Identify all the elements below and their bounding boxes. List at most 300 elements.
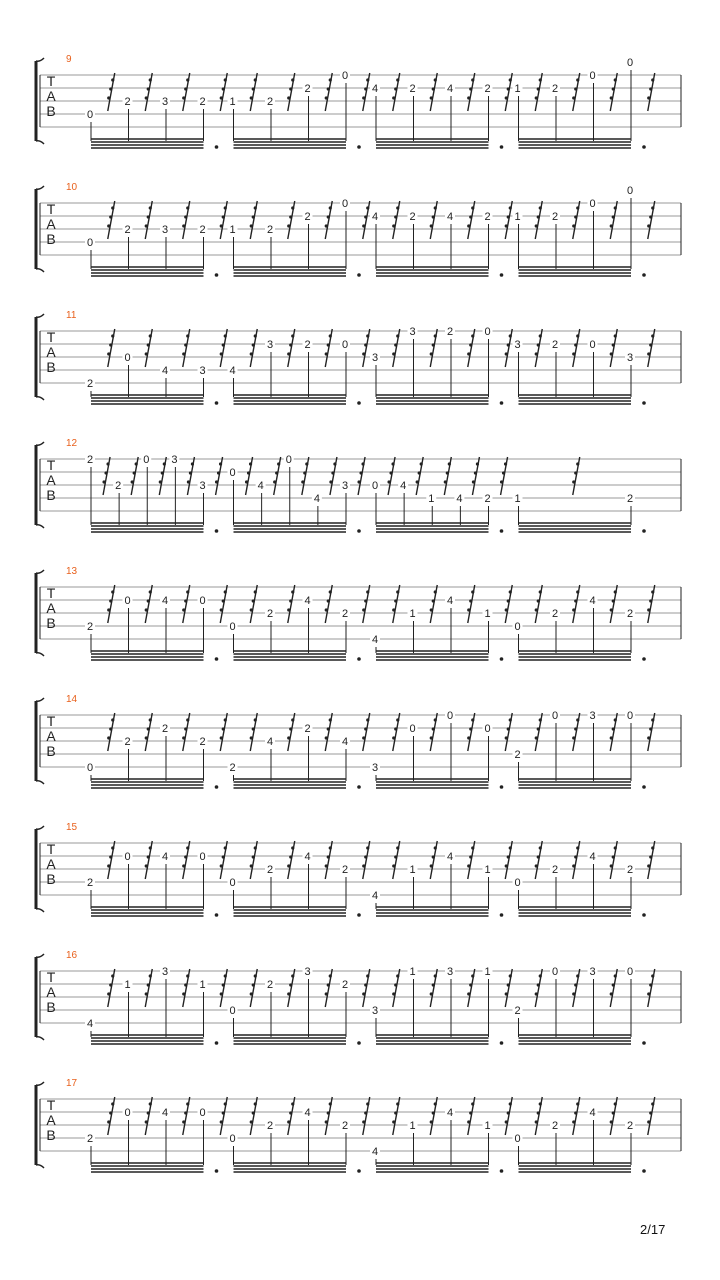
rest-dot <box>572 224 575 227</box>
rest-glyph <box>325 329 332 367</box>
fret-number: 3 <box>371 1005 379 1017</box>
rest-dot <box>612 727 615 730</box>
fret-number: 1 <box>409 1120 416 1132</box>
rest-dot <box>249 462 252 465</box>
rest-dot <box>539 206 542 209</box>
rest-glyph <box>648 713 655 751</box>
rest-glyph <box>573 841 580 879</box>
rest-dot <box>252 727 255 730</box>
rest-dot <box>614 590 617 593</box>
rest-glyph <box>325 73 332 111</box>
rest-glyph <box>468 969 475 1007</box>
fret-number: 0 <box>124 595 131 607</box>
rest-dot <box>273 480 276 483</box>
tab-clef-letter: B <box>46 231 56 247</box>
fret-number: 4 <box>371 634 379 646</box>
rest-dot <box>364 1111 367 1114</box>
rest-dot <box>539 78 542 81</box>
rest-dot <box>287 352 290 355</box>
rest-dot <box>107 1120 110 1123</box>
rest-dot <box>182 736 185 739</box>
rest-glyph <box>648 585 655 623</box>
rest-dot <box>467 96 470 99</box>
fret-number: 2 <box>266 96 274 108</box>
fret-number: 3 <box>161 96 169 108</box>
rest-dot <box>574 1111 577 1114</box>
rest-dot <box>366 590 369 593</box>
rest-dot <box>325 608 328 611</box>
rest-dot <box>184 983 187 986</box>
rest-dot <box>500 480 503 483</box>
fret-number: 4 <box>400 480 407 492</box>
rest-dot <box>507 215 510 218</box>
rest-dot <box>102 480 105 483</box>
rest-dot <box>537 87 540 90</box>
rest-dot <box>362 736 365 739</box>
rest-dot <box>147 87 150 90</box>
rest-dot <box>184 87 187 90</box>
rest-dot <box>289 599 292 602</box>
rest-dot <box>610 608 613 611</box>
tab-clef-letter: A <box>46 88 56 104</box>
rest-dot <box>471 974 474 977</box>
rest-glyph <box>183 201 190 239</box>
rest-dot <box>647 736 650 739</box>
rest-dot <box>469 983 472 986</box>
rest-dot <box>287 992 290 995</box>
rest-dot <box>186 718 189 721</box>
rest-glyph <box>363 585 370 623</box>
rest-dot <box>467 224 470 227</box>
duration-dot <box>357 785 361 789</box>
tab-clef-letter: B <box>46 1127 56 1143</box>
fret-number: 0 <box>446 710 454 722</box>
duration-dot <box>357 1169 361 1173</box>
rest-glyph <box>535 841 542 879</box>
rest-dot <box>572 608 575 611</box>
rest-dot <box>222 599 225 602</box>
rest-glyph <box>145 73 152 111</box>
duration-dot <box>642 145 646 149</box>
duration-dot <box>357 657 361 661</box>
rest-dot <box>396 1102 399 1105</box>
rest-dot <box>389 471 392 474</box>
fret-number: 2 <box>86 1133 94 1145</box>
rest-dot <box>535 608 538 611</box>
rest-glyph <box>505 1097 512 1135</box>
rest-dot <box>147 1111 150 1114</box>
rest-dot <box>220 608 223 611</box>
rest-dot <box>392 992 395 995</box>
rest-dot <box>247 471 250 474</box>
duration-dot <box>500 529 504 533</box>
fret-number: 2 <box>446 326 454 338</box>
rest-glyph <box>108 329 115 367</box>
rest-dot <box>574 87 577 90</box>
rest-dot <box>182 864 185 867</box>
rest-glyph <box>472 457 479 495</box>
fret-number: 0 <box>589 70 596 82</box>
rest-dot <box>535 736 538 739</box>
rest-glyph <box>220 969 227 1007</box>
fret-number: 3 <box>199 365 206 377</box>
rest-dot <box>186 590 189 593</box>
fret-number: 0 <box>341 70 349 82</box>
rest-dot <box>610 992 613 995</box>
rest-dot <box>224 1102 227 1105</box>
rest-dot <box>220 992 223 995</box>
rest-glyph <box>220 1097 227 1135</box>
rest-dot <box>396 974 399 977</box>
rest-glyph <box>573 329 580 367</box>
fret-number: 2 <box>161 723 169 735</box>
rest-dot <box>109 1111 112 1114</box>
fret-number: 4 <box>161 1107 169 1119</box>
rest-dot <box>219 462 222 465</box>
rest-glyph <box>505 585 512 623</box>
rest-dot <box>434 334 437 337</box>
rest-dot <box>224 974 227 977</box>
fret-number: 0 <box>371 480 379 492</box>
rest-glyph <box>250 713 257 751</box>
rest-glyph <box>468 329 475 367</box>
rest-dot <box>289 727 292 730</box>
rest-dot <box>396 718 399 721</box>
rest-dot <box>651 78 654 81</box>
rest-dot <box>476 462 479 465</box>
rest-dot <box>430 864 433 867</box>
rest-dot <box>505 608 508 611</box>
rest-glyph <box>610 585 617 623</box>
rest-dot <box>387 480 390 483</box>
rest-dot <box>250 992 253 995</box>
rest-dot <box>505 1120 508 1123</box>
duration-dot <box>500 785 504 789</box>
fret-number: 4 <box>304 851 311 863</box>
rest-dot <box>396 590 399 593</box>
rest-dot <box>184 855 187 858</box>
rest-glyph <box>535 73 542 111</box>
rest-dot <box>327 87 330 90</box>
rest-dot <box>147 215 150 218</box>
fret-number: 2 <box>514 1005 521 1017</box>
rest-glyph <box>108 713 115 751</box>
tab-clef-letter: A <box>46 216 56 232</box>
fret-number: 1 <box>199 979 206 991</box>
duration-dot <box>642 273 646 277</box>
rest-dot <box>145 608 148 611</box>
rest-dot <box>507 855 510 858</box>
tab-clef-letter: A <box>46 856 56 872</box>
rest-glyph <box>145 329 152 367</box>
rest-dot <box>471 206 474 209</box>
rest-dot <box>254 206 257 209</box>
rest-dot <box>289 983 292 986</box>
rest-dot <box>364 727 367 730</box>
rest-glyph <box>573 969 580 1007</box>
rest-dot <box>392 96 395 99</box>
rest-dot <box>149 78 152 81</box>
fret-number: 4 <box>446 211 454 223</box>
fret-number: 2 <box>341 1120 349 1132</box>
rest-dot <box>301 480 304 483</box>
rest-dot <box>539 846 542 849</box>
rest-glyph <box>250 201 257 239</box>
rest-glyph <box>648 201 655 239</box>
fret-number: 1 <box>409 608 416 620</box>
rest-glyph <box>288 713 295 751</box>
rest-dot <box>220 96 223 99</box>
duration-dot <box>500 913 504 917</box>
rest-dot <box>111 206 114 209</box>
rest-dot <box>277 462 280 465</box>
rest-dot <box>182 608 185 611</box>
rest-dot <box>250 224 253 227</box>
rest-dot <box>430 96 433 99</box>
rest-glyph <box>430 1097 437 1135</box>
rest-dot <box>327 727 330 730</box>
rest-dot <box>649 215 652 218</box>
rest-dot <box>149 334 152 337</box>
duration-dot <box>215 1169 219 1173</box>
rest-dot <box>222 87 225 90</box>
rest-glyph <box>573 585 580 623</box>
rest-glyph <box>108 841 115 879</box>
fret-number: 0 <box>143 454 150 466</box>
rest-dot <box>222 343 225 346</box>
rest-glyph <box>393 201 400 239</box>
rest-glyph <box>358 457 365 495</box>
rest-dot <box>186 334 189 337</box>
rest-dot <box>469 343 472 346</box>
rest-dot <box>222 855 225 858</box>
rest-dot <box>107 352 110 355</box>
tab-clef-letter: B <box>46 871 56 887</box>
rest-dot <box>467 1120 470 1123</box>
rest-dot <box>222 215 225 218</box>
rest-dot <box>509 334 512 337</box>
rest-dot <box>576 974 579 977</box>
rest-dot <box>215 480 218 483</box>
duration-dot <box>500 1041 504 1045</box>
rest-dot <box>254 846 257 849</box>
fret-number: 0 <box>514 621 521 633</box>
fret-number: 4 <box>446 83 454 95</box>
fret-number: 0 <box>86 762 94 774</box>
duration-dot <box>215 529 219 533</box>
fret-number: 1 <box>409 864 416 876</box>
rest-dot <box>572 352 575 355</box>
duration-dot <box>215 273 219 277</box>
rest-glyph <box>610 73 617 111</box>
fret-number: 1 <box>484 966 491 978</box>
rest-dot <box>610 736 613 739</box>
rest-dot <box>291 718 294 721</box>
rest-glyph <box>468 585 475 623</box>
rest-dot <box>469 599 472 602</box>
fret-number: 3 <box>161 224 169 236</box>
rest-dot <box>329 974 332 977</box>
fret-number: 2 <box>199 96 206 108</box>
tab-clef-letter: B <box>46 999 56 1015</box>
rest-dot <box>109 855 112 858</box>
rest-dot <box>574 343 577 346</box>
rest-dot <box>535 224 538 227</box>
rest-dot <box>535 864 538 867</box>
rest-dot <box>612 855 615 858</box>
rest-glyph <box>468 73 475 111</box>
rest-dot <box>432 855 435 858</box>
duration-dot <box>642 785 646 789</box>
rest-glyph <box>220 73 227 111</box>
fret-number: 4 <box>229 365 236 377</box>
rest-dot <box>287 224 290 227</box>
rest-dot <box>416 480 419 483</box>
rest-dot <box>394 855 397 858</box>
rest-dot <box>539 718 542 721</box>
rest-dot <box>220 736 223 739</box>
rest-dot <box>366 206 369 209</box>
rest-glyph <box>325 201 332 239</box>
rest-glyph <box>187 457 194 495</box>
rest-dot <box>392 608 395 611</box>
fret-number: 1 <box>409 966 416 978</box>
tab-clef-letter: T <box>46 841 56 857</box>
fret-number: 3 <box>409 326 416 338</box>
rest-glyph <box>388 457 395 495</box>
rest-dot <box>275 471 278 474</box>
rest-dot <box>614 206 617 209</box>
fret-number: 1 <box>484 1120 491 1132</box>
fret-number: 2 <box>304 339 311 351</box>
rest-dot <box>291 78 294 81</box>
rest-dot <box>610 224 613 227</box>
rest-dot <box>145 736 148 739</box>
rest-dot <box>252 983 255 986</box>
rest-dot <box>502 471 505 474</box>
rest-dot <box>107 864 110 867</box>
rest-dot <box>539 334 542 337</box>
rest-dot <box>434 846 437 849</box>
rest-dot <box>467 992 470 995</box>
rest-glyph <box>468 841 475 879</box>
rest-dot <box>145 352 148 355</box>
rest-dot <box>471 334 474 337</box>
fret-number: 0 <box>589 198 596 210</box>
rest-glyph <box>250 329 257 367</box>
rest-dot <box>537 727 540 730</box>
fret-number: 3 <box>589 710 596 722</box>
fret-number: 2 <box>86 877 94 889</box>
rest-glyph <box>325 585 332 623</box>
duration-dot <box>215 657 219 661</box>
rest-dot <box>147 599 150 602</box>
rest-glyph <box>430 73 437 111</box>
rest-dot <box>574 599 577 602</box>
duration-dot <box>357 401 361 405</box>
rest-glyph <box>250 1097 257 1135</box>
rest-dot <box>289 87 292 90</box>
rest-dot <box>535 992 538 995</box>
rest-dot <box>250 352 253 355</box>
rest-glyph <box>393 841 400 879</box>
rest-glyph <box>468 713 475 751</box>
rest-dot <box>572 736 575 739</box>
rest-dot <box>474 471 477 474</box>
fret-number: 0 <box>124 1107 131 1119</box>
rest-dot <box>469 215 472 218</box>
rest-dot <box>647 864 650 867</box>
rest-glyph <box>610 201 617 239</box>
rest-dot <box>224 206 227 209</box>
rest-dot <box>149 718 152 721</box>
rest-dot <box>471 1102 474 1105</box>
rest-dot <box>325 736 328 739</box>
rest-glyph <box>363 73 370 111</box>
rest-dot <box>537 599 540 602</box>
rest-dot <box>327 599 330 602</box>
rest-dot <box>250 1120 253 1123</box>
fret-number: 0 <box>626 710 634 722</box>
rest-glyph <box>145 841 152 879</box>
fret-number: 3 <box>171 454 178 466</box>
rest-glyph <box>573 201 580 239</box>
rest-dot <box>182 224 185 227</box>
rest-dot <box>111 334 114 337</box>
duration-dot <box>642 913 646 917</box>
fret-number: 2 <box>626 1120 634 1132</box>
rest-dot <box>291 1102 294 1105</box>
rest-glyph <box>103 457 110 495</box>
rest-dot <box>220 224 223 227</box>
duration-dot <box>357 913 361 917</box>
rest-dot <box>184 215 187 218</box>
fret-number: 4 <box>446 595 454 607</box>
rest-glyph <box>610 713 617 751</box>
rest-dot <box>163 462 166 465</box>
rest-dot <box>574 215 577 218</box>
rest-dot <box>291 334 294 337</box>
rest-dot <box>574 727 577 730</box>
rest-dot <box>362 1120 365 1123</box>
rest-glyph <box>250 841 257 879</box>
rest-dot <box>392 352 395 355</box>
rest-glyph <box>325 969 332 1007</box>
rest-dot <box>329 718 332 721</box>
rest-dot <box>362 864 365 867</box>
fret-number: 4 <box>313 493 320 505</box>
measure-number: 11 <box>66 310 77 321</box>
rest-dot <box>362 224 365 227</box>
fret-number: 0 <box>229 621 236 633</box>
fret-number: 4 <box>257 480 264 492</box>
rest-glyph <box>108 1097 115 1135</box>
rest-dot <box>159 480 162 483</box>
rest-dot <box>364 87 367 90</box>
rest-dot <box>325 224 328 227</box>
rest-dot <box>647 992 650 995</box>
rest-dot <box>329 334 332 337</box>
rest-glyph <box>535 329 542 367</box>
rest-dot <box>220 1120 223 1123</box>
rest-dot <box>357 480 360 483</box>
rest-dot <box>362 992 365 995</box>
duration-dot <box>642 1041 646 1045</box>
fret-number: 2 <box>86 378 94 390</box>
rest-dot <box>111 590 114 593</box>
fret-number: 0 <box>86 237 94 249</box>
rest-dot <box>574 983 577 986</box>
